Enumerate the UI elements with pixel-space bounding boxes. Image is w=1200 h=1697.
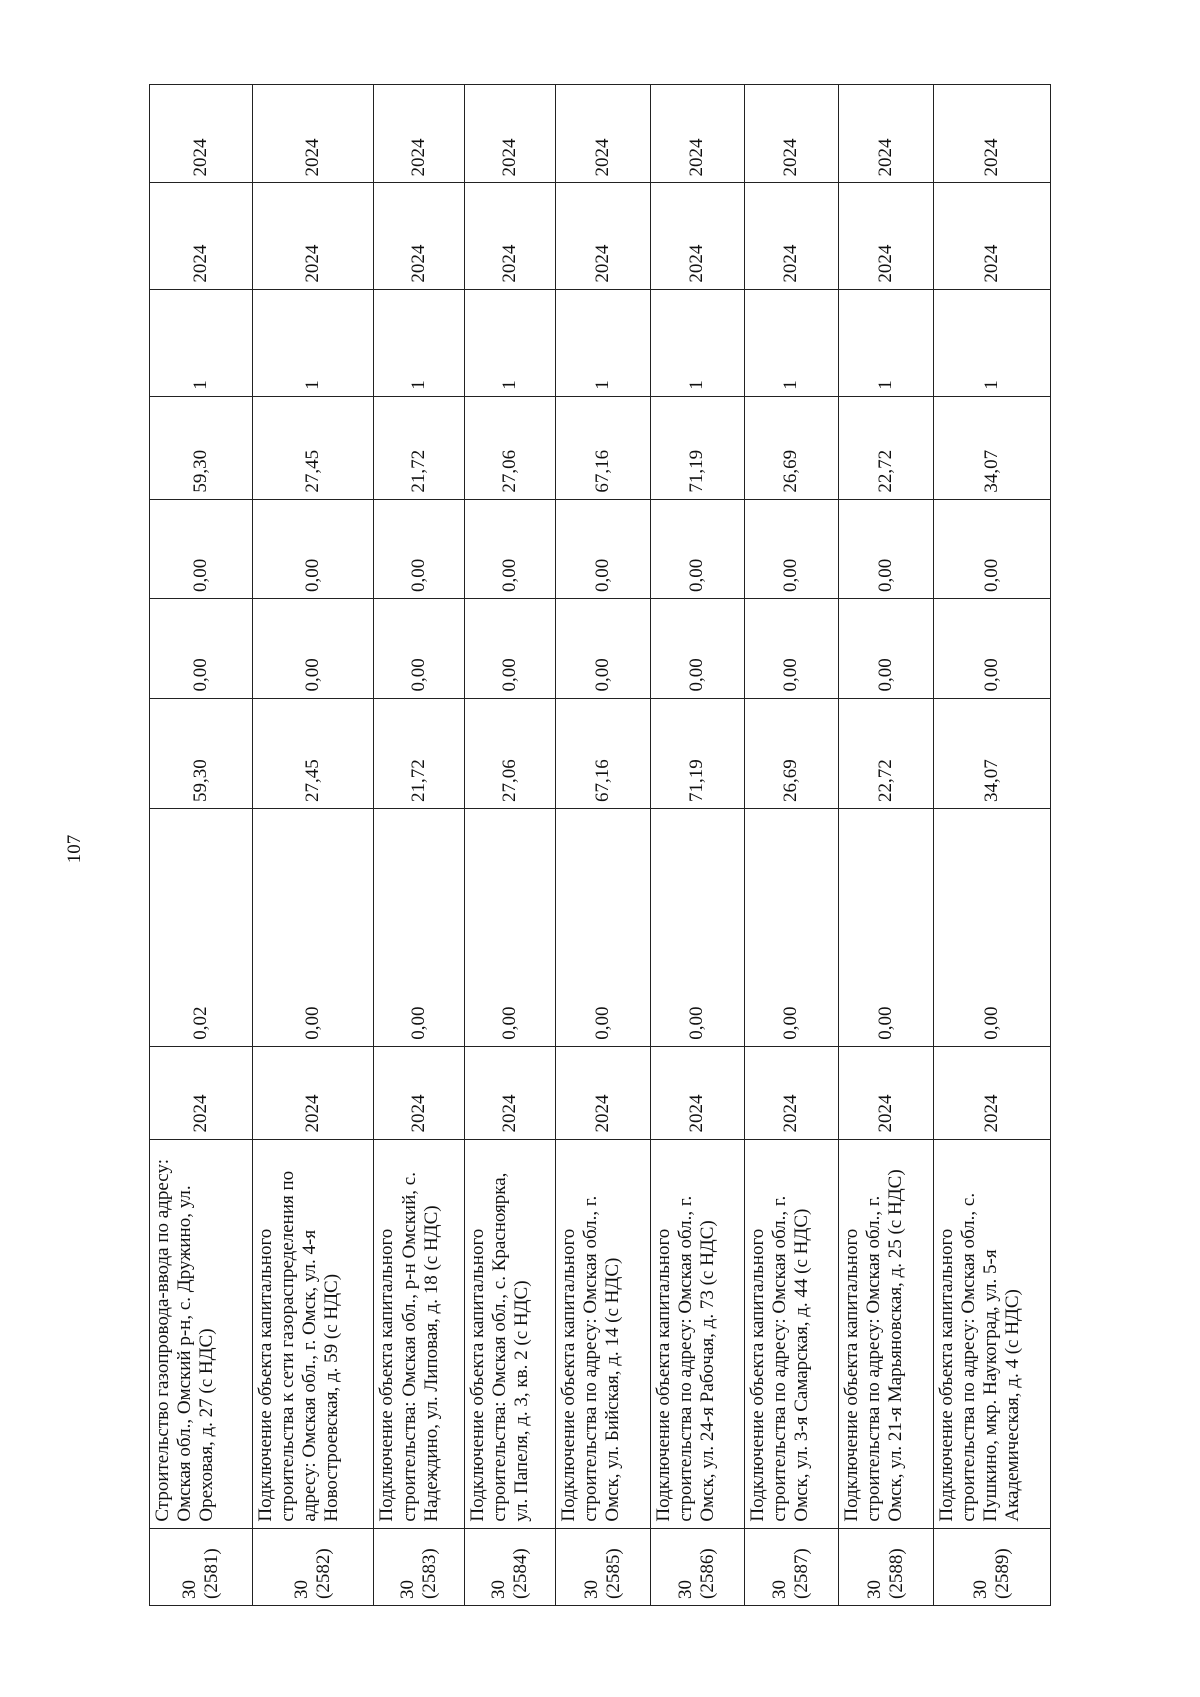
start-year-cell: 2024 [933,183,1050,289]
row-id-cell: 30 (2581) [150,1528,253,1605]
page-number: 107 [64,834,85,864]
table-row [374,85,465,1606]
end-year-cell: 2024 [252,85,374,183]
value-cell: 0,00 [838,599,933,698]
end-year-cell: 2024 [744,85,838,183]
value-cell: 71,19 [650,698,744,809]
rotated-table-wrapper [149,84,1051,1606]
value-cell: 0,00 [374,809,465,1047]
value-cell: 67,16 [555,698,650,809]
value-cell: 0,02 [150,809,253,1047]
value-cell: 0,00 [252,809,374,1047]
start-year-cell: 2024 [838,183,933,289]
value-cell: 0,00 [374,499,465,598]
value-cell: 26,69 [744,396,838,499]
description-cell: Строительство газопровода-ввода по адресу: Омская обл., Омский р-н, с. Дружино, ул. Ореховая, д. 27 (с НДС) [150,1139,253,1528]
row-id-cell: 30 (2582) [252,1528,374,1605]
table-row [150,85,253,1606]
end-year-cell: 2024 [465,85,556,183]
value-cell: 59,30 [150,396,253,499]
row-id-cell: 30 (2583) [374,1528,465,1605]
start-year-cell: 2024 [252,183,374,289]
value-cell: 27,06 [465,396,556,499]
count-cell: 1 [933,289,1050,396]
table-row [465,85,556,1606]
value-cell: 0,00 [555,599,650,698]
table-row [744,85,838,1606]
table-body [150,85,1051,1606]
start-year-cell: 2024 [150,183,253,289]
row-id-cell: 30 (2587) [744,1528,838,1605]
count-cell: 1 [838,289,933,396]
value-cell: 27,45 [252,698,374,809]
investment-table [149,84,1051,1606]
description-cell: Подключение объекта капитального строительства по адресу: Омская обл., г. Омск, ул. 21-я Марьяновская, д. 25 (с НДС) [838,1139,933,1528]
value-cell: 0,00 [252,499,374,598]
value-cell: 34,07 [933,698,1050,809]
value-cell: 0,00 [838,499,933,598]
value-cell: 21,72 [374,698,465,809]
start-year-cell: 2024 [465,183,556,289]
end-year-cell: 2024 [555,85,650,183]
year-cell: 2024 [555,1046,650,1139]
value-cell: 0,00 [838,809,933,1047]
count-cell: 1 [555,289,650,396]
year-cell: 2024 [465,1046,556,1139]
start-year-cell: 2024 [744,183,838,289]
value-cell: 59,30 [150,698,253,809]
year-cell: 2024 [252,1046,374,1139]
value-cell: 0,00 [555,499,650,598]
value-cell: 0,00 [555,809,650,1047]
value-cell: 0,00 [933,499,1050,598]
value-cell: 0,00 [374,599,465,698]
value-cell: 0,00 [150,499,253,598]
row-id-cell: 30 (2586) [650,1528,744,1605]
value-cell: 0,00 [933,599,1050,698]
year-cell: 2024 [374,1046,465,1139]
value-cell: 22,72 [838,698,933,809]
value-cell: 71,19 [650,396,744,499]
value-cell: 0,00 [650,599,744,698]
row-id-cell: 30 (2585) [555,1528,650,1605]
year-cell: 2024 [933,1046,1050,1139]
start-year-cell: 2024 [650,183,744,289]
year-cell: 2024 [744,1046,838,1139]
value-cell: 67,16 [555,396,650,499]
count-cell: 1 [465,289,556,396]
value-cell: 27,45 [252,396,374,499]
value-cell: 0,00 [465,809,556,1047]
end-year-cell: 2024 [150,85,253,183]
end-year-cell: 2024 [933,85,1050,183]
end-year-cell: 2024 [374,85,465,183]
value-cell: 0,00 [744,809,838,1047]
description-cell: Подключение объекта капитального строительства по адресу: Омская обл., г. Омск, ул. 24-я Рабочая, д. 73 (с НДС) [650,1139,744,1528]
value-cell: 0,00 [252,599,374,698]
description-cell: Подключение объекта капитального строительства по адресу: Омская обл., г. Омск, ул. Бийская, д. 14 (с НДС) [555,1139,650,1528]
description-cell: Подключение объекта капитального строительства: Омская обл., р-н Омский, с. Надеждино, ул. Липовая, д. 18 (с НДС) [374,1139,465,1528]
value-cell: 26,69 [744,698,838,809]
value-cell: 0,00 [933,809,1050,1047]
start-year-cell: 2024 [374,183,465,289]
year-cell: 2024 [838,1046,933,1139]
end-year-cell: 2024 [838,85,933,183]
count-cell: 1 [252,289,374,396]
count-cell: 1 [650,289,744,396]
table-row [838,85,933,1606]
row-id-cell: 30 (2589) [933,1528,1050,1605]
description-cell: Подключение объекта капитального строительства к сети газораспределения по адресу: Омская обл., г. Омск, ул. 4-я Новостроевская, д. 59 (с НДС) [252,1139,374,1528]
table-row [650,85,744,1606]
end-year-cell: 2024 [650,85,744,183]
value-cell: 0,00 [650,809,744,1047]
value-cell: 0,00 [744,599,838,698]
table-row [933,85,1050,1606]
value-cell: 22,72 [838,396,933,499]
value-cell: 0,00 [744,499,838,598]
start-year-cell: 2024 [555,183,650,289]
row-id-cell: 30 (2588) [838,1528,933,1605]
year-cell: 2024 [650,1046,744,1139]
value-cell: 34,07 [933,396,1050,499]
value-cell: 0,00 [465,499,556,598]
value-cell: 0,00 [465,599,556,698]
value-cell: 0,00 [150,599,253,698]
description-cell: Подключение объекта капитального строительства по адресу: Омская обл., г. Омск, ул. 3-я Самарская, д. 44 (с НДС) [744,1139,838,1528]
table-row [555,85,650,1606]
table-row [252,85,374,1606]
count-cell: 1 [150,289,253,396]
row-id-cell: 30 (2584) [465,1528,556,1605]
count-cell: 1 [374,289,465,396]
year-cell: 2024 [150,1046,253,1139]
value-cell: 27,06 [465,698,556,809]
count-cell: 1 [744,289,838,396]
value-cell: 21,72 [374,396,465,499]
description-cell: Подключение объекта капитального строительства по адресу: Омская обл., с. Пушкино, мкр. Наукоград, ул. 5-я Академическая, д. 4 (с НДС) [933,1139,1050,1528]
description-cell: Подключение объекта капитального строительства: Омская обл., с. Красноярка, ул. Папеля, д. 3, кв. 2 (с НДС) [465,1139,556,1528]
value-cell: 0,00 [650,499,744,598]
